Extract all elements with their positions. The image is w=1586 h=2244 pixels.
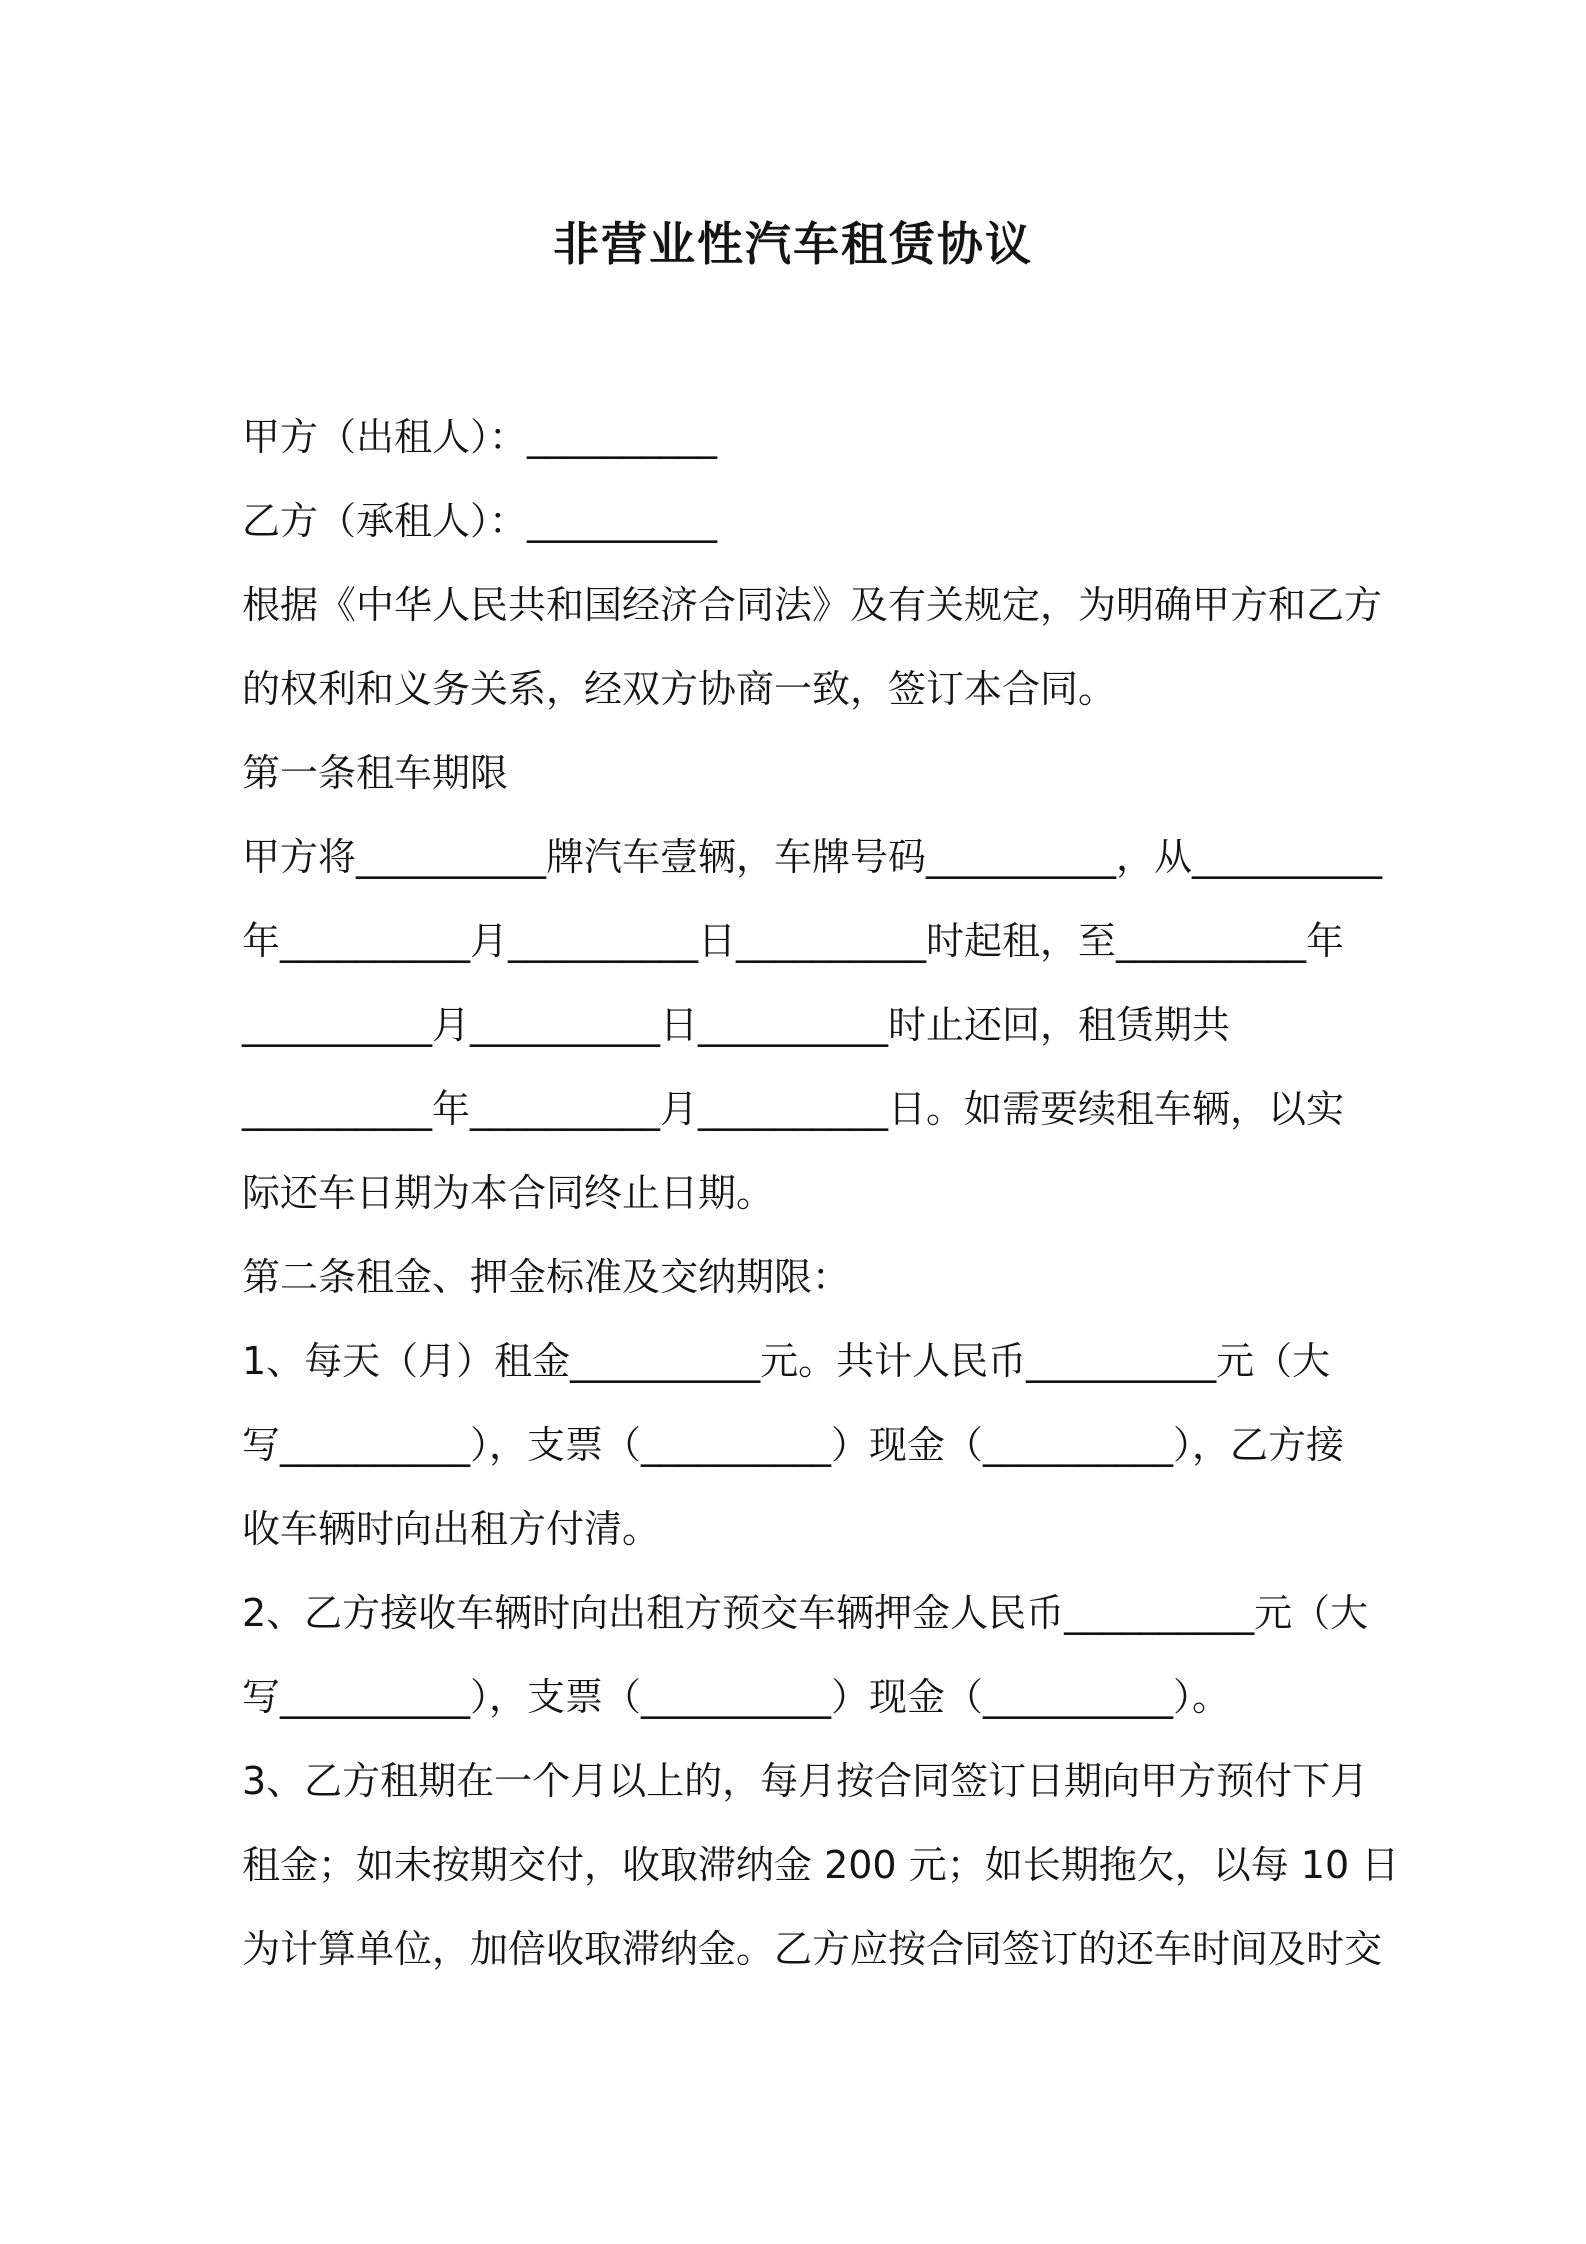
clause-3-line-1: 3、乙方租期在一个月以上的，每月按合同签订日期向甲方预付下月	[242, 1759, 1369, 1803]
clause-1-line-2: 写__________），支票（__________）现金（__________），乙方接	[242, 1423, 1345, 1467]
clause-2-line-1: 2、乙方接收车辆时向出租方预交车辆押金人民币__________元（大	[242, 1591, 1369, 1635]
article-1-line-5: 际还车日期为本合同终止日期。	[242, 1171, 775, 1215]
article-1-line-4: __________年__________月__________日。如需要续租车辆，以实	[242, 1087, 1345, 1131]
article-2-heading: 第二条租金、押金标准及交纳期限：	[242, 1255, 851, 1299]
preamble-line-1: 根据《中华人民共和国经济合同法》及有关规定，为明确甲方和乙方	[242, 583, 1383, 627]
article-1-line-1: 甲方将__________牌汽车壹辆，车牌号码__________，从__________	[242, 835, 1383, 879]
clause-1-line-3: 收车辆时向出租方付清。	[242, 1507, 661, 1551]
party-a-line: 甲方（出租人）：__________	[242, 415, 718, 459]
clause-3-line-2: 租金；如未按期交付，收取滞纳金 200 元；如长期拖欠，以每 10 日	[242, 1843, 1400, 1887]
party-b-line: 乙方（承租人）：__________	[242, 499, 718, 543]
clause-3-line-3: 为计算单位，加倍收取滞纳金。乙方应按合同签订的还车时间及时交	[242, 1927, 1383, 1971]
document-title: 非营业性汽车租赁协议	[553, 217, 1033, 271]
clause-1-line-1: 1、每天（月）租金__________元。共计人民币__________元（大	[242, 1339, 1331, 1383]
preamble-line-2: 的权利和义务关系，经双方协商一致，签订本合同。	[242, 667, 1117, 711]
article-1-line-2: 年__________月__________日__________时起租，至__________年	[242, 919, 1345, 963]
clause-2-line-2: 写__________），支票（__________）现金（__________）。	[242, 1675, 1231, 1719]
article-1-heading: 第一条租车期限	[242, 751, 509, 795]
article-1-line-3: __________月__________日__________时止还回，租赁期共	[242, 1003, 1231, 1047]
